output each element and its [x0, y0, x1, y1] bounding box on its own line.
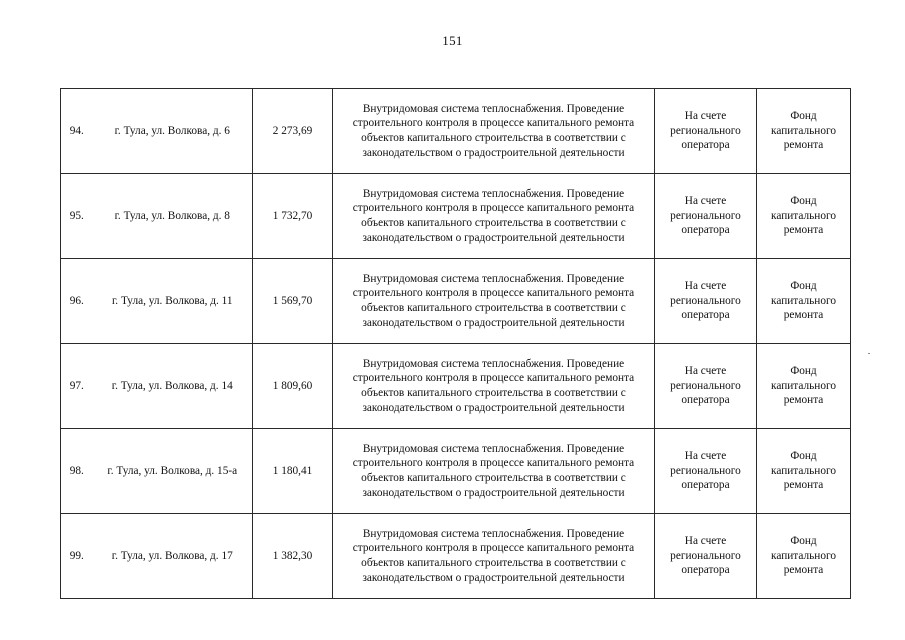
row-number: 97.	[61, 344, 93, 429]
row-work-description: Внутридомовая система теплоснабжения. Проведение строительного контроля в процессе капитального ремонта объектов капитального строительства в соответствии с законодательством о градостроительной деятельности	[333, 174, 655, 259]
row-number: 96.	[61, 259, 93, 344]
row-address: г. Тула, ул. Волкова, д. 15-а	[93, 429, 253, 514]
row-address: г. Тула, ул. Волкова, д. 11	[93, 259, 253, 344]
row-account: На счете регионального оператора	[655, 344, 757, 429]
row-address: г. Тула, ул. Волкова, д. 8	[93, 174, 253, 259]
row-amount: 1 732,70	[253, 174, 333, 259]
row-amount: 1 569,70	[253, 259, 333, 344]
table-row	[61, 514, 851, 599]
row-address: г. Тула, ул. Волкова, д. 14	[93, 344, 253, 429]
row-work-description: Внутридомовая система теплоснабжения. Проведение строительного контроля в процессе капитального ремонта объектов капитального строительства в соответствии с законодательством о градостроительной деятельности	[333, 344, 655, 429]
row-number: 98.	[61, 429, 93, 514]
row-fund: Фонд капитального ремонта	[757, 514, 851, 599]
row-address: г. Тула, ул. Волкова, д. 6	[93, 89, 253, 174]
row-number: 94.	[61, 89, 93, 174]
row-amount: 1 180,41	[253, 429, 333, 514]
row-address: г. Тула, ул. Волкова, д. 17	[93, 514, 253, 599]
row-number: 99.	[61, 514, 93, 599]
page-number: 151	[442, 33, 463, 48]
table-row	[61, 89, 851, 174]
repair-table	[60, 88, 851, 599]
row-fund: Фонд капитального ремонта	[757, 344, 851, 429]
row-fund: Фонд капитального ремонта	[757, 174, 851, 259]
row-account: На счете регионального оператора	[655, 514, 757, 599]
row-account: На счете регионального оператора	[655, 259, 757, 344]
row-amount: 1 809,60	[253, 344, 333, 429]
row-fund: Фонд капитального ремонта	[757, 429, 851, 514]
row-work-description: Внутридомовая система теплоснабжения. Проведение строительного контроля в процессе капитального ремонта объектов капитального строительства в соответствии с законодательством о градостроительной деятельности	[333, 89, 655, 174]
row-account: На счете регионального оператора	[655, 89, 757, 174]
row-account: На счете регионального оператора	[655, 174, 757, 259]
row-work-description: Внутридомовая система теплоснабжения. Проведение строительного контроля в процессе капитального ремонта объектов капитального строительства в соответствии с законодательством о градостроительной деятельности	[333, 259, 655, 344]
row-account: На счете регионального оператора	[655, 429, 757, 514]
table-row	[61, 259, 851, 344]
row-fund: Фонд капитального ремонта	[757, 89, 851, 174]
row-number: 95.	[61, 174, 93, 259]
table-row	[61, 344, 851, 429]
row-amount: 2 273,69	[253, 89, 333, 174]
scan-mark	[868, 353, 870, 354]
row-work-description: Внутридомовая система теплоснабжения. Проведение строительного контроля в процессе капитального ремонта объектов капитального строительства в соответствии с законодательством о градостроительной деятельности	[333, 429, 655, 514]
row-amount: 1 382,30	[253, 514, 333, 599]
table-row	[61, 429, 851, 514]
row-fund: Фонд капитального ремонта	[757, 259, 851, 344]
table-row	[61, 174, 851, 259]
row-work-description: Внутридомовая система теплоснабжения. Проведение строительного контроля в процессе капитального ремонта объектов капитального строительства в соответствии с законодательством о градостроительной деятельности	[333, 514, 655, 599]
